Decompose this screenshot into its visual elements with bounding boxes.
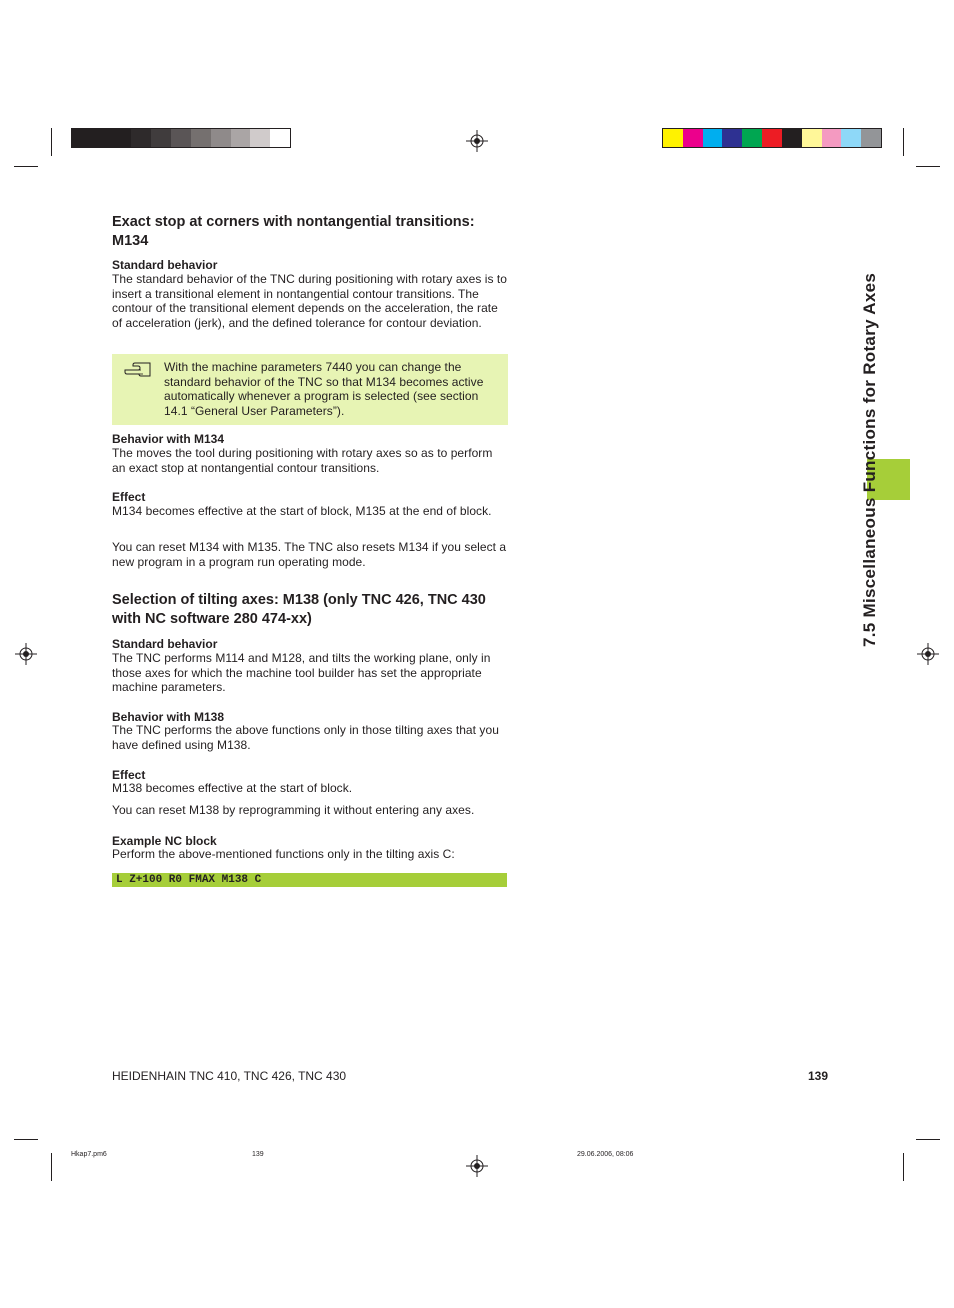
registration-mark-icon: [466, 130, 488, 152]
color-swatch: [663, 129, 683, 147]
color-swatch: [131, 129, 151, 147]
note-text: With the machine parameters 7440 you can change the standard behavior of the TNC so that M134 becomes active automatically whenever a program is selected (see section 14.1 “General User Parameters”).: [164, 360, 484, 418]
paragraph-example: Perform the above-mentioned functions only in the tilting axis C:: [112, 847, 455, 861]
note-box: [112, 354, 508, 425]
paragraph-effect-1: M138 becomes effective at the start of block.: [112, 781, 353, 795]
subheading-standard-behavior: Standard behavior: [112, 258, 218, 272]
chapter-title-vertical: [856, 221, 882, 647]
subheading-example: Example NC block: [112, 834, 217, 848]
color-swatch: [703, 129, 723, 147]
color-swatch: [822, 129, 842, 147]
crop-mark: [916, 1139, 940, 1140]
color-swatch: [782, 129, 802, 147]
color-swatch: [861, 129, 881, 147]
crop-mark: [903, 1153, 904, 1181]
color-swatch: [841, 129, 861, 147]
color-swatch: [270, 129, 290, 147]
crop-mark: [51, 128, 52, 156]
grayscale-bar: [71, 128, 291, 148]
paragraph-effect-1: M134 becomes effective at the start of block, M135 at the end of block.: [112, 504, 492, 518]
color-swatch: [72, 129, 92, 147]
color-swatch: [722, 129, 742, 147]
subheading-behavior-m138: Behavior with M138: [112, 710, 225, 724]
color-swatch: [92, 129, 112, 147]
registration-mark-icon: [917, 643, 939, 665]
color-swatch: [683, 129, 703, 147]
paragraph-behavior-m138: The TNC performs the above functions only in those tilting axes that you have defined using M138.: [112, 723, 499, 752]
chapter-title: 7.5 Miscellaneous Functions for Rotary Axes: [860, 272, 879, 647]
section-heading-m134: Exact stop at corners with nontangential transitions: M134: [112, 214, 475, 249]
paragraph-standard-behavior: The TNC performs M114 and M128, and tilts the working plane, only in those axes for which the machine tool builder has set the appropriate machine parameters.: [112, 651, 491, 694]
color-swatch: [250, 129, 270, 147]
paragraph-effect-2: You can reset M138 by reprogramming it without entering any axes.: [112, 803, 475, 817]
subheading-effect: Effect: [112, 490, 146, 504]
color-swatch: [171, 129, 191, 147]
crop-mark: [51, 1153, 52, 1181]
subheading-effect: Effect: [112, 768, 146, 782]
page-number: 139: [808, 1069, 829, 1083]
section-heading-m138: Selection of tilting axes: M138 (only TNC 426, TNC 430 with NC software 280 474-xx): [112, 592, 486, 627]
slug-filename: Hkap7.pm6: [71, 1151, 107, 1158]
color-swatch: [762, 129, 782, 147]
slug-page: 139: [252, 1151, 264, 1158]
color-bar: [662, 128, 882, 148]
crop-mark: [14, 1139, 38, 1140]
paragraph-behavior-m134: The moves the tool during positioning with rotary axes so as to perform an exact stop at nontangential contour transitions.: [112, 446, 493, 475]
footer-title: HEIDENHAIN TNC 410, TNC 426, TNC 430: [112, 1069, 347, 1083]
registration-mark-icon: [466, 1155, 488, 1177]
registration-mark-icon: [15, 643, 37, 665]
color-swatch: [191, 129, 211, 147]
paragraph-effect-2: You can reset M134 with M135. The TNC also resets M134 if you select a new program in a program run operating mode.: [112, 540, 507, 569]
color-swatch: [211, 129, 231, 147]
color-swatch: [802, 129, 822, 147]
crop-mark: [916, 166, 940, 167]
color-swatch: [151, 129, 171, 147]
crop-mark: [14, 166, 38, 167]
color-swatch: [231, 129, 251, 147]
paragraph-standard-behavior: The standard behavior of the TNC during positioning with rotary axes is to insert a transitional element in nontangential contour transitions. The contour of the transitional element depends on the acceleration, the rate of acceleration (jerk), and the defined tolerance for contour deviation.: [112, 272, 508, 330]
crop-mark: [903, 128, 904, 156]
subheading-behavior-m134: Behavior with M134: [112, 432, 225, 446]
pointing-hand-icon: [124, 362, 152, 380]
color-swatch: [742, 129, 762, 147]
subheading-standard-behavior: Standard behavior: [112, 637, 218, 651]
slug-date: 29.06.2006, 08:06: [577, 1151, 634, 1158]
color-swatch: [112, 129, 132, 147]
nc-code-block: L Z+100 R0 FMAX M138 C: [112, 873, 507, 887]
